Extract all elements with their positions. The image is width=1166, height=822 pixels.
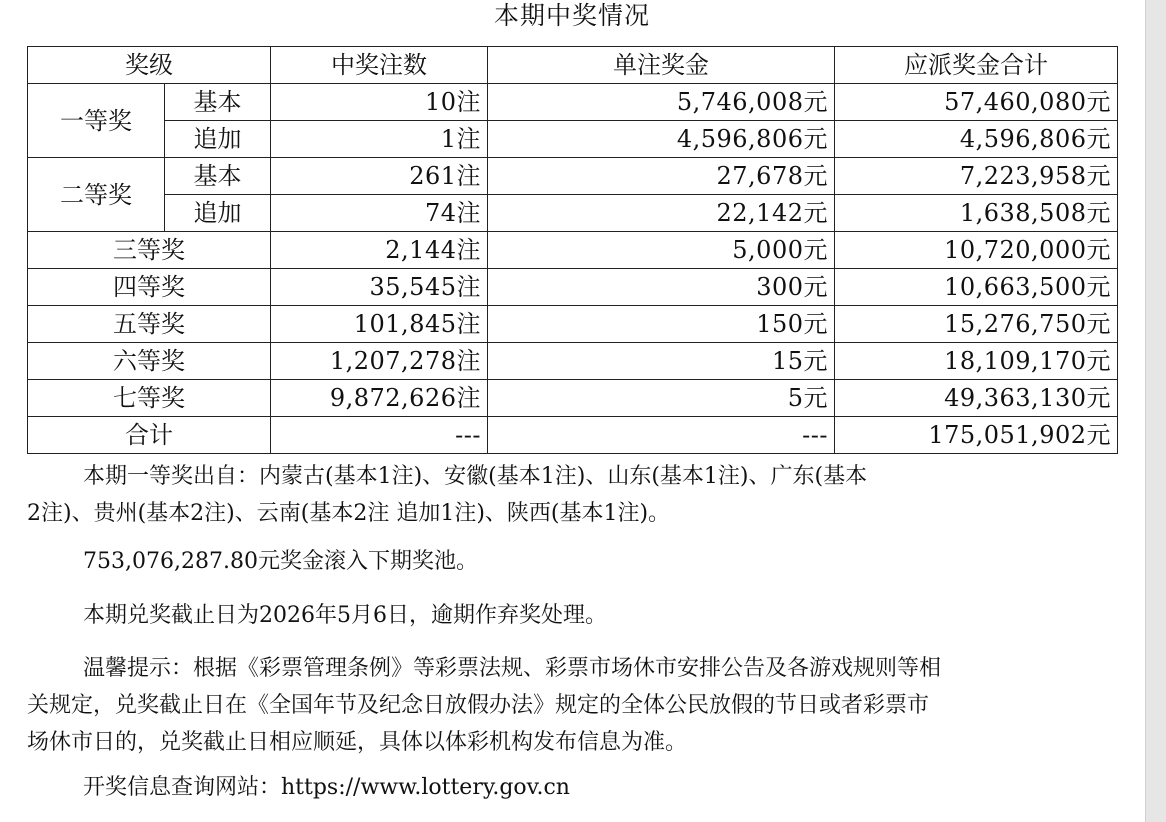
table-row xyxy=(28,232,1118,269)
count-cell: 101,845注 xyxy=(271,306,488,343)
type-cell: 追加 xyxy=(165,195,271,232)
prize-cell: 15元 xyxy=(488,343,835,380)
total-cell: 1,638,508元 xyxy=(835,195,1118,232)
type-cell: 基本 xyxy=(165,84,271,121)
type-cell: 基本 xyxy=(165,158,271,195)
prize-cell: 5元 xyxy=(488,380,835,417)
table-row xyxy=(28,343,1118,380)
header-prize: 单注奖金 xyxy=(488,47,835,84)
count-cell: --- xyxy=(271,417,488,454)
winners-line: 2注)、贵州(基本2注)、云南(基本2注 追加1注)、陕西(基本1注)。 xyxy=(27,501,671,526)
total-cell: 49,363,130元 xyxy=(835,380,1118,417)
table-row-total xyxy=(28,417,1118,454)
notice-line: 关规定，兑奖截止日在《全国年节及纪念日放假办法》规定的全体公民放假的节日或者彩票市 xyxy=(27,693,930,718)
total-cell: 10,720,000元 xyxy=(835,232,1118,269)
scrollbar-track[interactable] xyxy=(1145,0,1166,822)
prize-cell: 5,000元 xyxy=(488,232,835,269)
level-cell: 一等奖 xyxy=(28,84,165,158)
notice-line: 温馨提示：根据《彩票管理条例》等彩票法规、彩票市场休市安排公告及各游戏规则等相 xyxy=(83,656,942,681)
type-cell: 追加 xyxy=(165,121,271,158)
notice-line: 场休市日的，兑奖截止日相应顺延，具体以体彩机构发布信息为准。 xyxy=(27,730,688,755)
level-cell: 二等奖 xyxy=(28,158,165,232)
count-cell: 261注 xyxy=(271,158,488,195)
table-row xyxy=(28,306,1118,343)
page-title: 本期中奖情况 xyxy=(493,1,650,30)
prize-cell: 150元 xyxy=(488,306,835,343)
prize-cell: 300元 xyxy=(488,269,835,306)
total-cell: 18,109,170元 xyxy=(835,343,1118,380)
prize-cell: 27,678元 xyxy=(488,158,835,195)
notice-paragraph xyxy=(27,650,1117,761)
header-level: 奖级 xyxy=(28,47,271,84)
table-row xyxy=(28,380,1118,417)
count-cell: 10注 xyxy=(271,84,488,121)
level-cell: 七等奖 xyxy=(28,380,271,417)
table-row xyxy=(28,269,1118,306)
count-cell: 1注 xyxy=(271,121,488,158)
count-cell: 1,207,278注 xyxy=(271,343,488,380)
count-cell: 35,545注 xyxy=(271,269,488,306)
count-cell: 9,872,626注 xyxy=(271,380,488,417)
level-cell: 三等奖 xyxy=(28,232,271,269)
level-cell: 合计 xyxy=(28,417,271,454)
total-cell: 175,051,902元 xyxy=(835,417,1118,454)
deadline-paragraph: 本期兑奖截止日为2026年5月6日，逾期作弃奖处理。 xyxy=(83,603,607,628)
total-cell: 10,663,500元 xyxy=(835,269,1118,306)
count-cell: 74注 xyxy=(271,195,488,232)
prize-cell: --- xyxy=(488,417,835,454)
total-cell: 57,460,080元 xyxy=(835,84,1118,121)
table-header-row xyxy=(28,47,1118,84)
winners-line: 本期一等奖出自：内蒙古(基本1注)、安徽(基本1注)、山东(基本1注)、广东(基本 xyxy=(83,464,868,489)
prize-cell: 4,596,806元 xyxy=(488,121,835,158)
level-cell: 五等奖 xyxy=(28,306,271,343)
table-row xyxy=(28,84,1118,121)
total-cell: 7,223,958元 xyxy=(835,158,1118,195)
count-cell: 2,144注 xyxy=(271,232,488,269)
total-cell: 4,596,806元 xyxy=(835,121,1118,158)
total-cell: 15,276,750元 xyxy=(835,306,1118,343)
table-row xyxy=(28,158,1118,195)
header-count: 中奖注数 xyxy=(271,47,488,84)
pool-paragraph: 753,076,287.80元奖金滚入下期奖池。 xyxy=(83,549,478,574)
winners-paragraph xyxy=(27,458,1117,532)
prize-table xyxy=(27,46,1118,454)
prize-cell: 22,142元 xyxy=(488,195,835,232)
level-cell: 六等奖 xyxy=(28,343,271,380)
level-cell: 四等奖 xyxy=(28,269,271,306)
prize-cell: 5,746,008元 xyxy=(488,84,835,121)
table-row xyxy=(28,121,1118,158)
table-row xyxy=(28,195,1118,232)
header-total: 应派奖金合计 xyxy=(835,47,1118,84)
website-paragraph: 开奖信息查询网站：https://www.lottery.gov.cn xyxy=(83,775,570,800)
